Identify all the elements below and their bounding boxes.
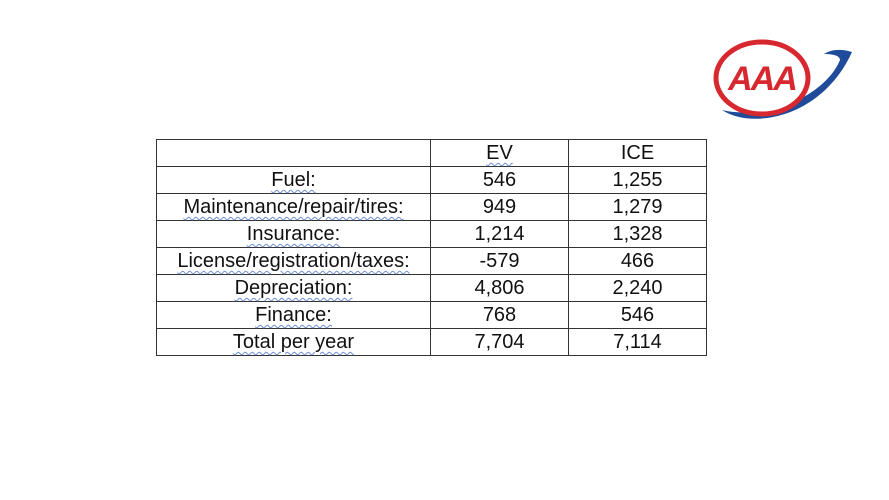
ice-value: 1,328 xyxy=(569,221,707,248)
ev-value: 7,704 xyxy=(431,329,569,356)
aaa-logo-icon xyxy=(712,38,858,124)
row-label xyxy=(157,302,431,329)
ice-value: 466 xyxy=(569,248,707,275)
table-row xyxy=(157,221,707,248)
row-label xyxy=(157,275,431,302)
row-label-text: Depreciation: xyxy=(234,277,353,299)
row-label-text: Insurance: xyxy=(246,223,341,245)
row-label xyxy=(157,194,431,221)
row-label xyxy=(157,329,431,356)
header-empty-cell xyxy=(157,140,431,167)
row-label-text: Maintenance/repair/tires: xyxy=(183,196,404,218)
row-label xyxy=(157,221,431,248)
ice-value: 2,240 xyxy=(569,275,707,302)
row-label-text: Fuel: xyxy=(271,169,316,191)
table-row-total xyxy=(157,329,707,356)
cost-comparison-table xyxy=(156,139,707,356)
row-label xyxy=(157,248,431,275)
ev-value: 546 xyxy=(431,167,569,194)
table-row xyxy=(157,167,707,194)
row-label-text: License/registration/taxes: xyxy=(177,250,410,272)
row-label-text: Total per year xyxy=(232,331,355,353)
header-ev-text: EV xyxy=(486,142,513,164)
ice-value: 7,114 xyxy=(569,329,707,356)
ev-value: 1,214 xyxy=(431,221,569,248)
header-ev xyxy=(431,140,569,167)
table-row xyxy=(157,248,707,275)
row-label xyxy=(157,167,431,194)
table-row xyxy=(157,194,707,221)
logo-text: AAA xyxy=(728,60,796,98)
ice-value: 546 xyxy=(569,302,707,329)
header-ice: ICE xyxy=(569,140,707,167)
ice-value: 1,255 xyxy=(569,167,707,194)
ev-value: -579 xyxy=(431,248,569,275)
ev-value: 949 xyxy=(431,194,569,221)
table-row xyxy=(157,275,707,302)
row-label-text: Finance: xyxy=(255,304,332,326)
ev-value: 4,806 xyxy=(431,275,569,302)
table-header-row xyxy=(157,140,707,167)
table-row xyxy=(157,302,707,329)
ice-value: 1,279 xyxy=(569,194,707,221)
ev-value: 768 xyxy=(431,302,569,329)
